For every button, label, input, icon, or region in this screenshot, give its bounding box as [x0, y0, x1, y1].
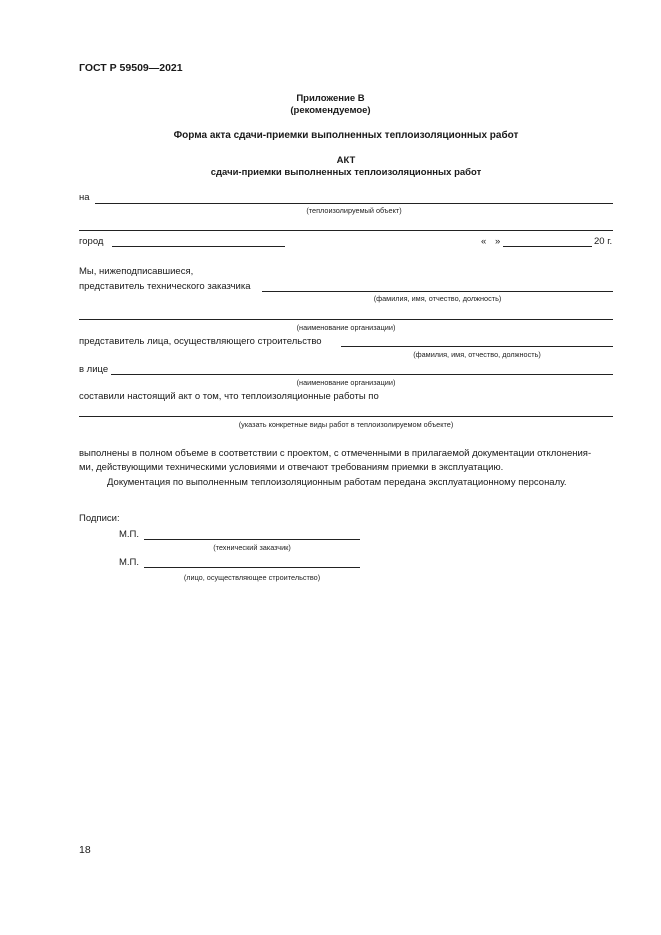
builder-org-caption: (наименование организации) [296, 378, 396, 387]
statement-line [79, 416, 613, 417]
stamp-label-2: М.П. [119, 557, 140, 568]
signature-line-1 [144, 539, 360, 540]
object-field-line [95, 203, 613, 204]
customer-rep-line [262, 291, 613, 292]
object-caption: (теплоизолируемый объект) [306, 206, 402, 215]
appendix-status: (рекомендуемое) [290, 105, 371, 116]
builder-org-line [111, 374, 613, 375]
object-field-line-2 [79, 230, 613, 231]
city-field-line [112, 246, 285, 247]
signature-line-2 [144, 567, 360, 568]
act-title: АКТ [336, 155, 356, 166]
builder-rep-caption: (фамилия, имя, отчество, должность) [413, 350, 541, 359]
appendix-title: Приложение В [296, 93, 365, 104]
city-label: город [79, 236, 104, 247]
signature-caption-2: (лицо, осуществляющее строительство) [183, 573, 321, 582]
signatures-label: Подписи: [79, 513, 120, 524]
act-subtitle: сдачи-приемки выполненных теплоизоляционных работ [210, 167, 482, 178]
signature-caption-1: (технический заказчик) [213, 543, 291, 552]
date-field-line [503, 246, 592, 247]
page-number: 18 [79, 844, 91, 856]
customer-rep-label: представитель технического заказчика [79, 281, 251, 292]
stamp-label-1: М.П. [119, 529, 140, 540]
completion-line-2: ми, действующими техническими условиями и отвечают требованиям приемки в эксплуатацию. [79, 462, 504, 473]
statement-caption: (указать конкретные виды работ в теплоизолируемом объекте) [238, 420, 454, 429]
form-title: Форма акта сдачи-приемки выполненных теплоизоляционных работ [173, 130, 519, 141]
builder-rep-line [341, 346, 613, 347]
date-open-quote: « [481, 236, 487, 247]
customer-org-line [79, 319, 613, 320]
documentation-text: Документация по выполненным теплоизоляционным работам передана эксплуатационному персоналу. [107, 477, 567, 488]
customer-org-caption: (наименование организации) [296, 323, 396, 332]
standard-number: ГОСТ Р 59509—2021 [79, 62, 183, 74]
statement-text: составили настоящий акт о том, что теплоизоляционные работы по [79, 391, 379, 402]
builder-org-prefix: в лице [79, 364, 109, 375]
customer-rep-caption: (фамилия, имя, отчество, должность) [373, 294, 502, 303]
date-close-quote: » [495, 236, 501, 247]
signers-intro: Мы, нижеподписавшиеся, [79, 266, 194, 277]
builder-rep-label: представитель лица, осуществляющего строительство [79, 336, 322, 347]
year-suffix: 20 г. [594, 236, 613, 247]
object-prefix: на [79, 192, 90, 203]
completion-line-1: выполнены в полном объеме в соответствии с проектом, с отмеченными в прилагаемой документации отклонения- [79, 448, 592, 459]
